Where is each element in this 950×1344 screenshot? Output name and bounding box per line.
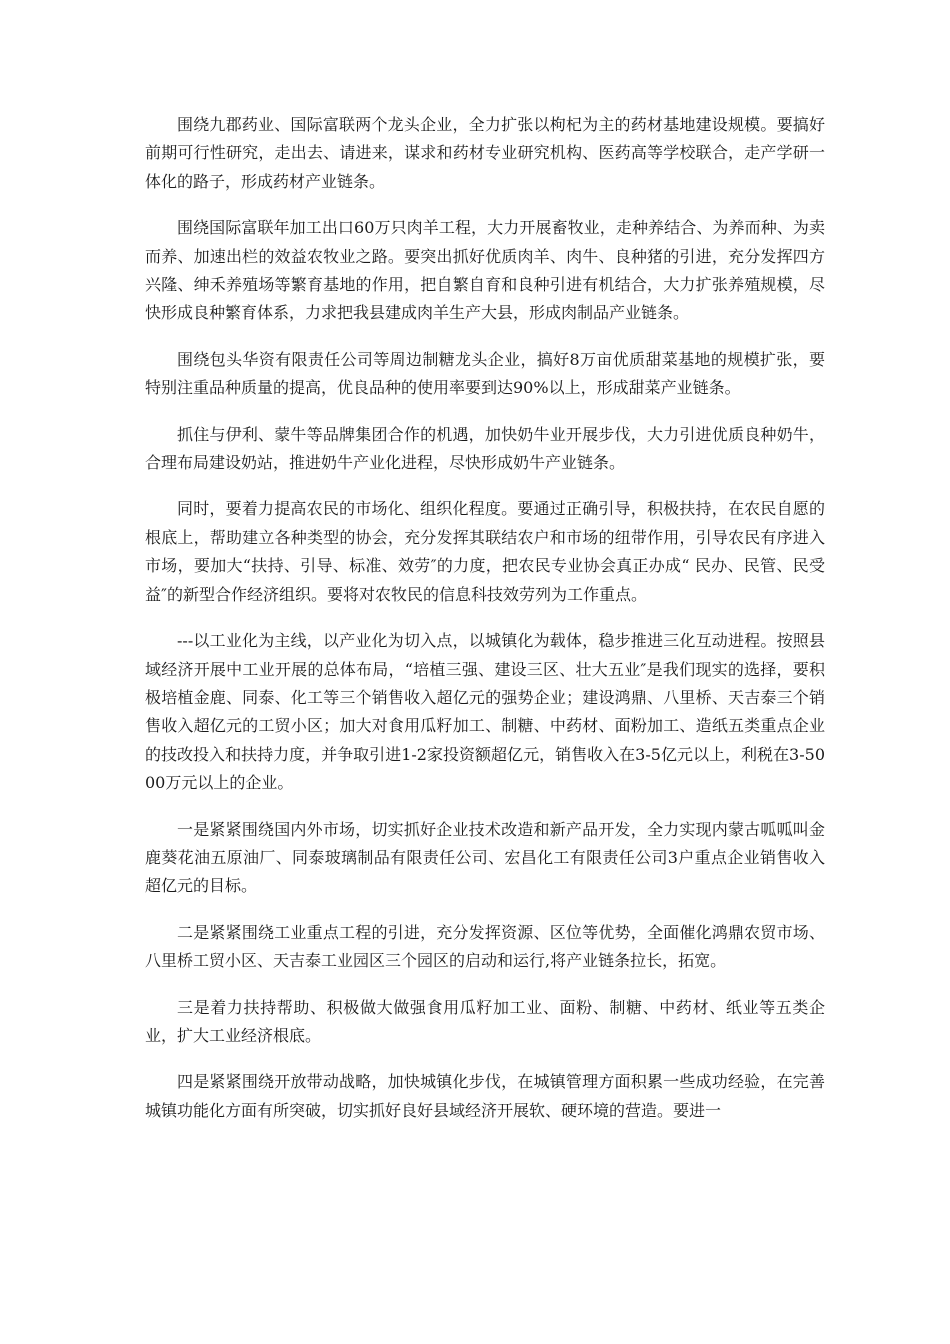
- paragraph-livestock: 围绕国际富联年加工出口60万只肉羊工程，大力开展畜牧业，走种养结合、为养而种、为卖而养、加速出栏的效益农牧业之路。要突出抓好优质肉羊、肉牛、良种猪的引进，充分发挥四方兴隆、绅禾养殖场等繁育基地的作用，把自繁自育和良种引进有机结合，大力扩张养殖规模，尽快形成良种繁育体系，力求把我县建成肉羊生产大县，形成肉制品产业链条。: [145, 218, 825, 323]
- paragraph-point-one: 一是紧紧围绕国内外市场，切实抓好企业技术改造和新产品开发，全力实现内蒙古呱呱叫金鹿葵花油五原油厂、同泰玻璃制品有限责任公司、宏昌化工有限责任公司3户重点企业销售收入超亿元的目标。: [145, 819, 825, 896]
- paragraph-industrialization: ---以工业化为主线，以产业化为切入点，以城镇化为载体，稳步推进三化互动进程。按照县域经济开展中工业开展的总体布局，“培植三强、建设三区、壮大五业″是我们现实的选择，要积极培植金鹿、同泰、化工等三个销售收入超亿元的强势企业；建设鸿鼎、八里桥、天吉泰三个销售收入超亿元的工贸小区；加大对食用瓜籽加工、制糖、中药材、面粉加工、造纸五类重点企业的技改投入和扶持力度，并争取引进1-2家投资额超亿元，销售收入在3-5亿元以上，利税在3-5000万元以上的企业。: [145, 631, 825, 793]
- paragraph-dairy: 抓住与伊利、蒙牛等品牌集团合作的机遇，加快奶牛业开展步伐，大力引进优质良种奶牛，合理布局建设奶站，推进奶牛产业化进程，尽快形成奶牛产业链条。: [145, 424, 825, 473]
- paragraph-farmer-associations: 同时，要着力提高农民的市场化、组织化程度。要通过正确引导，积极扶持，在农民自愿的根底上，帮助建立各种类型的协会，充分发挥其联结农户和市场的纽带作用，引导农民有序进入市场，要加大“扶持、引导、标准、效劳″的力度，把农民专业协会真正办成“ 民办、民管、民受益″的新型合作经济组织。要将对农牧民的信息科技效劳列为工作重点。: [145, 499, 825, 604]
- paragraph-point-three: 三是着力扶持帮助、积极做大做强食用瓜籽加工业、面粉、制糖、中药材、纸业等五类企业，扩大工业经济根底。: [145, 997, 825, 1045]
- paragraph-sugar-beet: 围绕包头华资有限责任公司等周边制糖龙头企业，搞好8万亩优质甜菜基地的规模扩张，要特别注重品种质量的提高，优良品种的使用率要到达90%以上，形成甜菜产业链条。: [145, 349, 825, 398]
- paragraph-point-two: 二是紧紧围绕工业重点工程的引进，充分发挥资源、区位等优势，全面催化鸿鼎农贸市场、八里桥工贸小区、天吉泰工业园区三个园区的启动和运行,将产业链条拉长，拓宽。: [145, 922, 825, 971]
- paragraph-medicinal-herbs: 围绕九郡药业、国际富联两个龙头企业，全力扩张以枸杞为主的药材基地建设规模。要搞好前期可行性研究，走出去、请进来，谋求和药材专业研究机构、医药高等学校联合，走产学研一体化的路子，形成药材产业链条。: [145, 115, 825, 191]
- document-body: [145, 111, 825, 1143]
- paragraph-point-four: 四是紧紧围绕开放带动战略，加快城镇化步伐，在城镇管理方面积累一些成功经验，在完善城镇功能化方面有所突破，切实抓好良好县域经济开展软、硬环境的营造。要进一: [145, 1072, 825, 1120]
